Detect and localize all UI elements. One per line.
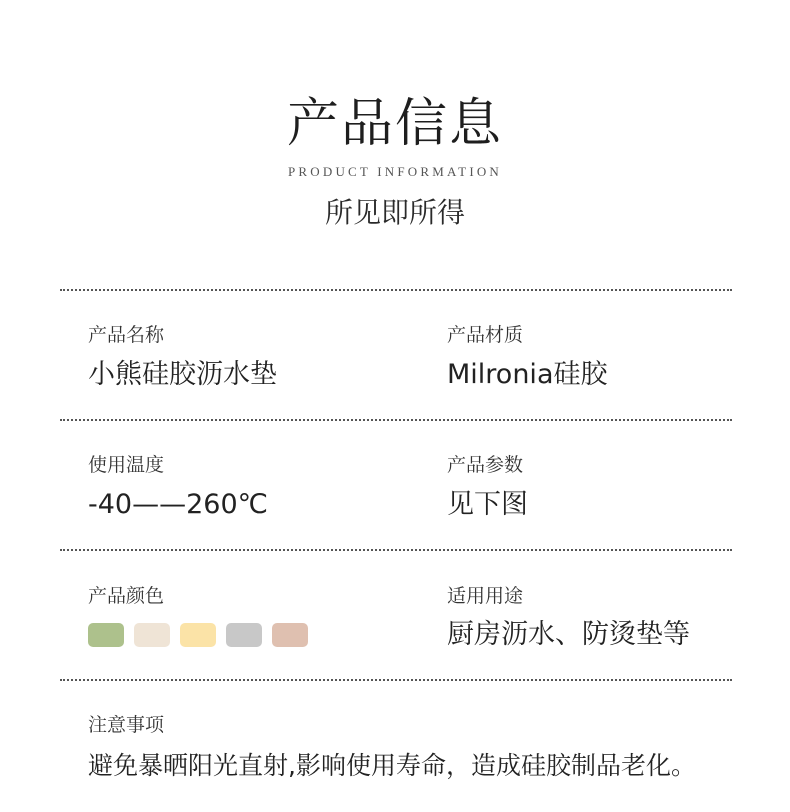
divider (60, 289, 732, 291)
color-swatch-yellow (180, 623, 216, 647)
usage-value: 厨房沥水、防烫垫等 (447, 619, 690, 650)
color-swatch-pink (272, 623, 308, 647)
product-name-label: 产品名称 (88, 324, 165, 346)
product-material-value: Milronia硅胶 (447, 359, 608, 390)
color-swatches (88, 623, 308, 647)
product-material-label: 产品材质 (447, 324, 524, 346)
temperature-label: 使用温度 (88, 454, 165, 476)
divider (60, 549, 732, 551)
notice-value: 避免暴晒阳光直射,影响使用寿命，造成硅胶制品老化。 (88, 751, 696, 780)
color-swatch-green (88, 623, 124, 647)
divider (60, 419, 732, 421)
params-label: 产品参数 (447, 454, 524, 476)
color-swatch-gray (226, 623, 262, 647)
page-tagline: 所见即所得 (324, 196, 465, 229)
params-value: 见下图 (447, 489, 528, 520)
notice-label: 注意事项 (88, 714, 165, 736)
colors-label: 产品颜色 (88, 585, 165, 607)
temperature-value: -40——260℃ (88, 489, 268, 520)
page-subtitle: PRODUCT INFORMATION (287, 164, 503, 179)
product-name-value: 小熊硅胶沥水垫 (88, 359, 277, 390)
page-title: 产品信息 (286, 94, 503, 154)
color-swatch-beige (134, 623, 170, 647)
divider (60, 679, 732, 681)
usage-label: 适用用途 (447, 585, 524, 607)
